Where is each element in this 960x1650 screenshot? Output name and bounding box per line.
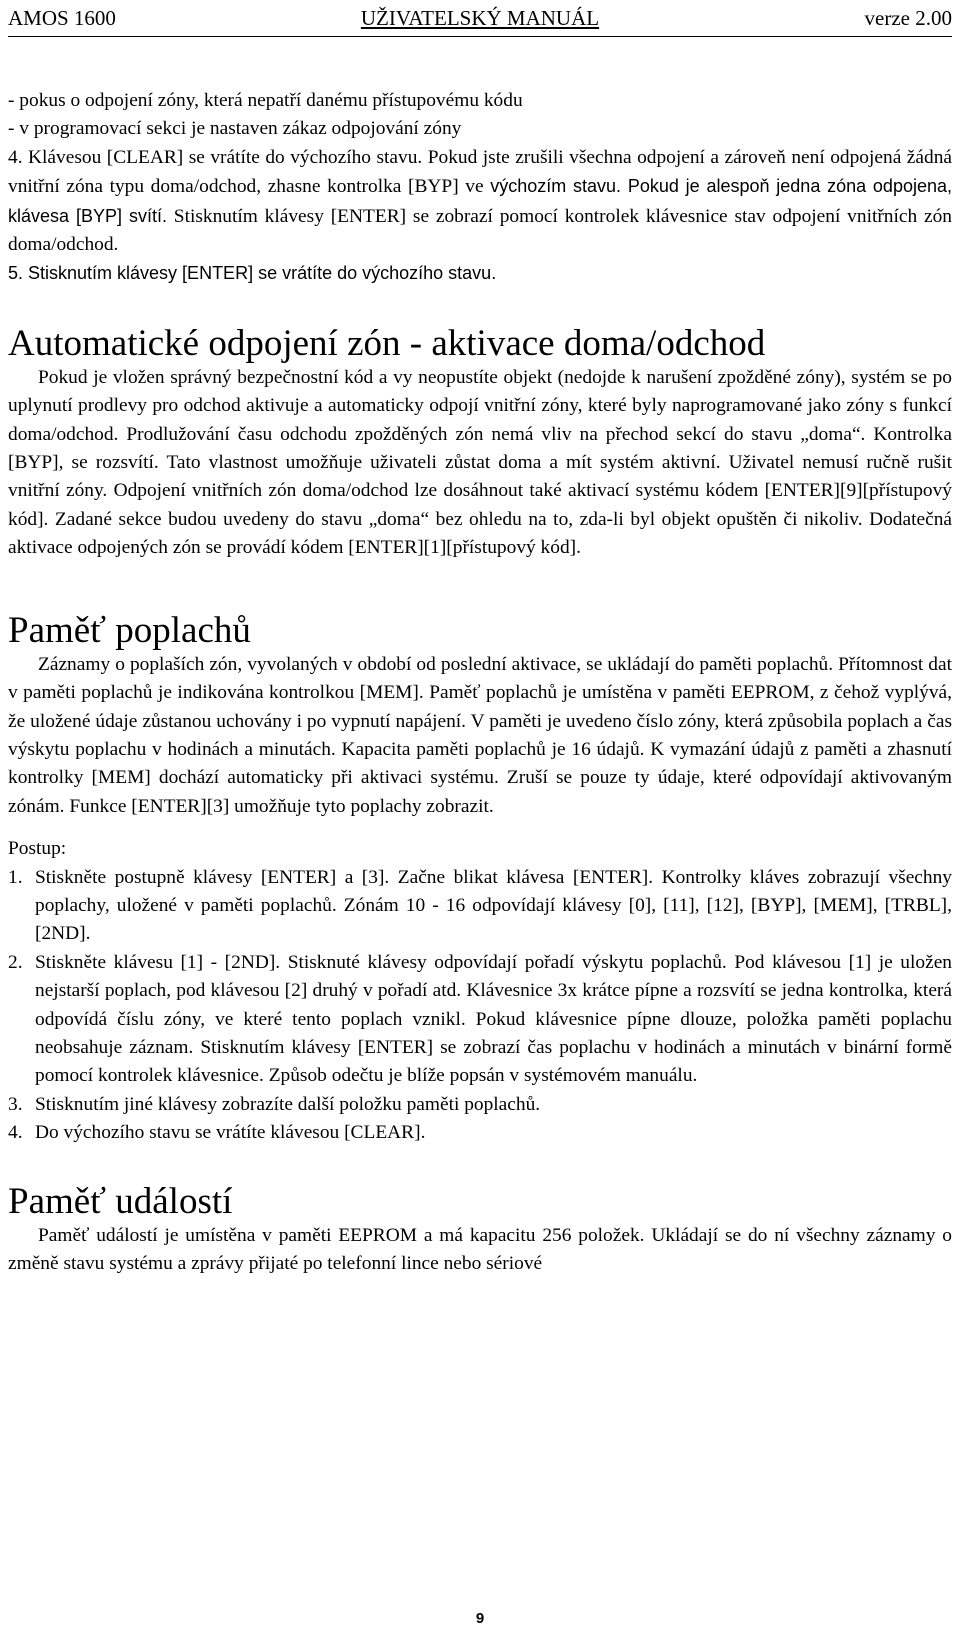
header-version: verze 2.00 [864,6,952,30]
page-header [8,2,952,37]
section-title-event-memory: Paměť událostí [8,1180,233,1222]
intro-step-4 [8,144,952,260]
step-number: 2. [8,951,23,973]
step-text: Stiskněte postupně klávesy [ENTER] a [3]. Začne blikat klávesa [ENTER]. Kontrolky kláves zobrazují všechny poplachy, uložené v paměti poplachů. Zónám 10 - 16 odpovídají klávesy [0], [11], [12], [BYP], [MEM], [TRBL], [2ND]. [35,866,952,945]
header-title: UŽIVATELSKÝ MANUÁL [360,6,600,30]
step-number: 3. [8,1093,23,1115]
step-text: Do výchozího stavu se vrátíte klávesou [CLEAR]. [35,1122,426,1144]
section-body-alarm-memory: Záznamy o poplaších zón, vyvolaných v období od poslední aktivace, se ukládají do paměti poplachů. Přítomnost dat v paměti poplachů je indikována kontrolkou [MEM]. Paměť poplachů je umístěna v paměti EEPROM, z čehož vyplývá, že uložené údaje zůstanou uchovány i po vypnutí napájení. V paměti je uvedeno číslo zóny, která způsobila poplach a čas výskytu poplachu v hodinách a minutách. Kapacita paměti poplachů je 16 údajů. K vymazání údajů z paměti a zhasnutí kontrolky [MEM] dochází automaticky při aktivaci systému. Zruší se pouze ty údaje, které odpovídají aktivovaným zónám. Funkce [ENTER][3] umožňuje tyto poplachy zobrazit. [8,653,952,817]
page-number: 9 [475,1610,485,1627]
procedure-label: Postup: [8,838,67,860]
section-title-alarm-memory: Paměť poplachů [8,609,251,651]
step-number: 1. [8,866,23,888]
section-title-auto-bypass: Automatické odpojení zón - aktivace doma/odchod [8,322,766,364]
step-number: 4. [8,1122,23,1144]
step-text: Stisknutím jiné klávesy zobrazíte další položku paměti poplachů. [35,1093,541,1115]
procedure-steps [8,864,952,1148]
intro-step-4-end: Stisknutím klávesy [ENTER] se zobrazí pomocí kontrolek klávesnice stav odpojení vnitřních zón doma/odchod. [8,205,952,256]
procedure-step [8,864,952,949]
intro-line-2: - v programovací sekci je nastaven zákaz odpojování zóny [8,118,462,140]
procedure-step [8,1091,952,1119]
header-product: AMOS 1600 [8,6,116,30]
section-body-event-memory: Paměť událostí je umístěna v paměti EEPROM a má kapacitu 256 položek. Ukládají se do ní všechny záznamy o změně stavu systému a zprávy přijaté po telefonní lince nebo sériové [8,1224,952,1274]
intro-step-5: 5. Stisknutím klávesy [ENTER] se vrátíte do výchozího stavu. [8,263,497,284]
intro-step-4-text: 4. Klávesou [CLEAR] se vrátíte do výchozího stavu. Pokud jste zrušili všechna odpojení a zároveň není odpojená žádná vnitřní zóna typu doma/odchod, zhasne kontrolka [BYP] ve [8,146,952,198]
intro-line-1: - pokus o odpojení zóny, která nepatří danému přístupovému kódu [8,90,523,111]
page-content [8,87,952,1278]
procedure-step [8,949,952,1091]
intro-step-4-sans: výchozím stavu. Pokud je alespoň jedna zóna odpojena, klávesa [BYP] svítí. [8,176,952,226]
procedure-step [8,1119,952,1147]
step-text: Stiskněte klávesu [1] - [2ND]. Stisknuté klávesy odpovídají pořadí výskytu poplachů. Pod klávesou [1] je uložen nejstarší poplach, pod klávesou [2] druhý v pořadí atd. Klávesnice 3x krátce pípne a rozsvítí se jedna kontrolka, která odpovídá číslu zóny, ve které tento poplach vznikl. Pokud klávesnice pípne dlouze, položka paměti poplachu neobsahuje záznam. Stisknutím klávesy [ENTER] se zobrazí čas poplachu v hodinách a minutách v binární formě pomocí kontrolek klávesnice. Způsob odečtu je blíže popsán v systémovém manuálu. [35,951,952,1087]
section-body-auto-bypass: Pokud je vložen správný bezpečnostní kód a vy neopustíte objekt (nedojde k narušení zpožděné zóny), systém se po uplynutí prodlevy pro odchod aktivuje a automaticky odpojí vnitřní zóny, které byly naprogramované jako zóny s funkcí doma/odchod. Prodlužování času odchodu zpožděných zón nemá vliv na přechod sekcí do stavu „doma“. Kontrolka [BYP], se rozsvítí. Tato vlastnost umožňuje uživateli zůstat doma a mít systém aktivní. Uživatel nemusí ručně rušit vnitřní zóny. Odpojení vnitřních zón doma/odchod lze dosáhnout také aktivací systému kódem [ENTER][9][přístupový kód]. Zadané sekce budou uvedeny do stavu „doma“ bez ohledu na to, zda-li byl objekt opuštěn či nikoliv. Dodatečná aktivace odpojených zón se provádí kódem [ENTER][1][přístupový kód]. [8,366,952,559]
